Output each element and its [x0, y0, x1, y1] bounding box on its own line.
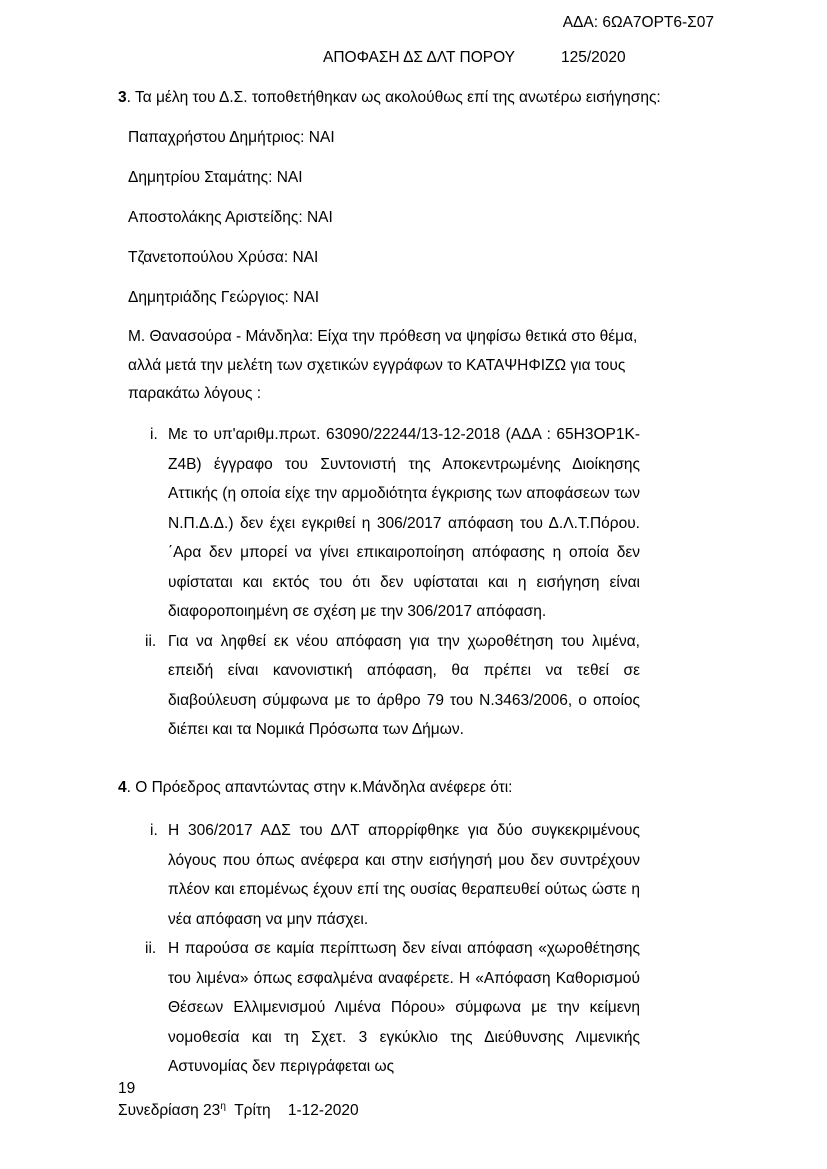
- list-marker: ii.: [145, 940, 157, 957]
- text-line: αλλά μετά την μελέτη των σχετικών εγγράφων το ΚΑΤΑΨΗΦΙΖΩ για τους: [128, 356, 626, 374]
- session-footer: [118, 1101, 359, 1120]
- decision-title: ΑΠΟΦΑΣΗ ΔΣ ΔΛΤ ΠΟΡΟΥ: [323, 49, 515, 66]
- page-number: 19: [118, 1080, 136, 1097]
- decision-number: 125/2020: [561, 49, 626, 66]
- text-line: Μ. Θανασούρα - Μάνδηλα: Είχα την πρόθεση να ψηφίσω θετικά στο θέμα,: [128, 328, 638, 345]
- vote-line: Αποστολάκης Αριστείδης: ΝΑΙ: [128, 209, 333, 226]
- list-marker: ii.: [145, 632, 157, 650]
- list-item: [128, 627, 640, 745]
- vote-line: Δημητριάδης Γεώργιος: ΝΑΙ: [128, 289, 319, 306]
- text-line: παρακάτω λόγους :: [128, 385, 262, 402]
- list-marker: i.: [150, 426, 158, 443]
- vote-line: Δημητρίου Σταμάτης: ΝΑΙ: [128, 169, 303, 186]
- section-number: 4: [118, 779, 127, 796]
- section-intro-text: . Ο Πρόεδρος απαντώντας στην κ.Μάνδηλα ανέφερε ότι:: [126, 779, 513, 796]
- list-item-text: Με το υπ'αριθμ.πρωτ. 63090/22244/13-12-2018 (ΑΔΑ : 65Η3ΟΡ1Κ-Ζ4Β) έγγραφο του Συντονιστή της Αποκεντρωμένης Διοίκησης Αττικής (η οποία είχε την αρμοδιότητα έγκρισης των αποφάσεων των Ν.Π.Δ.Δ.) δεν έχει εγκριθεί η 306/2017 απόφαση του Δ.Λ.Τ.Πόρου. ΄Αρα δεν μπορεί να γίνει επικαιροποίηση απόφασης η οποία δεν υφίσταται και εκτός του ότι δεν υφίσταται και η εισήγηση είναι διαφοροποιημένη σε σχέση με την 306/2017 απόφαση.: [168, 426, 640, 620]
- objection-paragraph: [128, 323, 668, 409]
- vote-line: Τζανετοπούλου Χρύσα: ΝΑΙ: [128, 249, 319, 266]
- ada-code: ΑΔΑ: 6ΩΑ7ΟΡΤ6-Σ07: [562, 14, 714, 31]
- list-item-text: Η παρούσα σε καμία περίπτωση δεν είναι απόφαση «χωροθέτησης του λιμένα» όπως εσφαλμένα αναφέρετε. Η «Απόφαση Καθορισμού Θέσεων Ελλιμενισμού Λιμένα Πόρου» σύμφωνα με την κείμενη νομοθεσία και τη Σχετ. 3 εγκύκλιο της Διεύθυνσης Λιμενικής Αστυνομίας δεν περιγράφεται ως: [168, 940, 640, 1075]
- session-label: Συνεδρίαση 23: [118, 1102, 221, 1119]
- section-4-intro: [118, 779, 513, 797]
- page-header: [323, 49, 626, 67]
- objection-reasons-list: [128, 420, 640, 745]
- section-3-intro: [118, 89, 661, 107]
- list-item-text: Για να ληφθεί εκ νέου απόφαση για την χωροθέτηση του λιμένα, επειδή είναι κανονιστική απόφαση, θα πρέπει να τεθεί σε διαβούλευση σύμφωνα με το άρθρο 79 του Ν.3463/2006, ο οποίος διέπει και τα Νομικά Πρόσωπα των Δήμων.: [168, 632, 640, 738]
- list-item: [128, 816, 640, 934]
- section-number: 3: [118, 89, 127, 106]
- list-marker: i.: [150, 822, 158, 839]
- president-response-list: [128, 816, 640, 1082]
- session-date: Τρίτη 1-12-2020: [225, 1102, 359, 1119]
- section-intro-text: . Τα μέλη του Δ.Σ. τοποθετήθηκαν ως ακολούθως επί της ανωτέρω εισήγησης:: [126, 89, 661, 106]
- list-item: [128, 420, 640, 627]
- list-item-text: Η 306/2017 ΑΔΣ του ΔΛΤ απορρίφθηκε για δύο συγκεκριμένους λόγους που όπως ανέφερα και στην εισήγησή μου δεν συντρέχουν πλέον και επομένως έχουν επί της ουσίας θεραπευθεί ούτως ώστε η νέα απόφαση να μην πάσχει.: [168, 822, 640, 928]
- list-item: [128, 934, 640, 1082]
- ordinal-suffix: η: [220, 1101, 226, 1112]
- vote-line: Παπαχρήστου Δημήτριος: ΝΑΙ: [128, 129, 335, 146]
